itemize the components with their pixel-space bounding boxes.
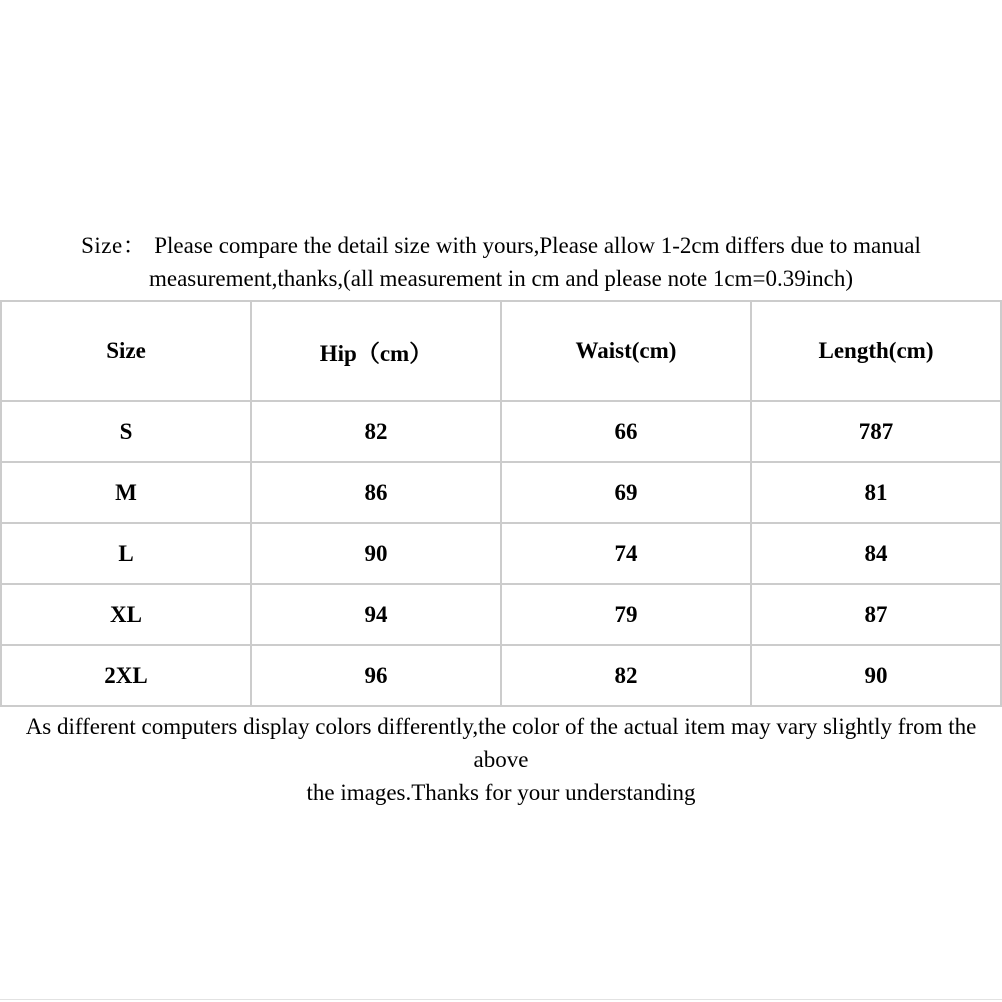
cell-waist: 74 <box>501 523 751 584</box>
cell-hip: 94 <box>251 584 501 645</box>
cell-waist: 79 <box>501 584 751 645</box>
cell-size: L <box>1 523 251 584</box>
table-row-2xl <box>1 645 1001 706</box>
cell-size: XL <box>1 584 251 645</box>
color-disclaimer-line-2: the images.Thanks for your understanding <box>306 780 696 805</box>
cell-length: 87 <box>751 584 1001 645</box>
cell-hip: 86 <box>251 462 501 523</box>
column-header-waist: Waist(cm) <box>501 301 751 401</box>
cell-size: 2XL <box>1 645 251 706</box>
size-chart-table <box>0 300 1002 707</box>
table-row-l <box>1 523 1001 584</box>
cell-length: 84 <box>751 523 1001 584</box>
size-label: Size： <box>81 233 147 258</box>
cell-length: 787 <box>751 401 1001 462</box>
cell-waist: 82 <box>501 645 751 706</box>
cell-hip: 82 <box>251 401 501 462</box>
measurement-note-line-1 <box>0 229 1002 262</box>
color-disclaimer-line-1: As different computers display colors differently,the color of the actual item may vary slightly from the above <box>25 714 977 772</box>
cell-hip: 90 <box>251 523 501 584</box>
cell-size: S <box>1 401 251 462</box>
column-header-size: Size <box>1 301 251 401</box>
bottom-divider-line <box>0 999 1002 1000</box>
cell-waist: 66 <box>501 401 751 462</box>
measurement-note-text-1: Please compare the detail size with yours,Please allow 1-2cm differs due to manual <box>154 233 921 258</box>
table-row-m <box>1 462 1001 523</box>
measurement-note <box>0 229 1002 295</box>
column-header-length: Length(cm) <box>751 301 1001 401</box>
cell-length: 81 <box>751 462 1001 523</box>
measurement-note-line-2: measurement,thanks,(all measurement in cm and please note 1cm=0.39inch) <box>148 266 853 291</box>
table-header-row <box>1 301 1001 401</box>
color-disclaimer <box>0 710 1002 809</box>
column-header-hip: Hip（cm） <box>251 301 501 401</box>
cell-length: 90 <box>751 645 1001 706</box>
cell-waist: 69 <box>501 462 751 523</box>
cell-hip: 96 <box>251 645 501 706</box>
table-row-xl <box>1 584 1001 645</box>
cell-size: M <box>1 462 251 523</box>
table-row-s <box>1 401 1001 462</box>
